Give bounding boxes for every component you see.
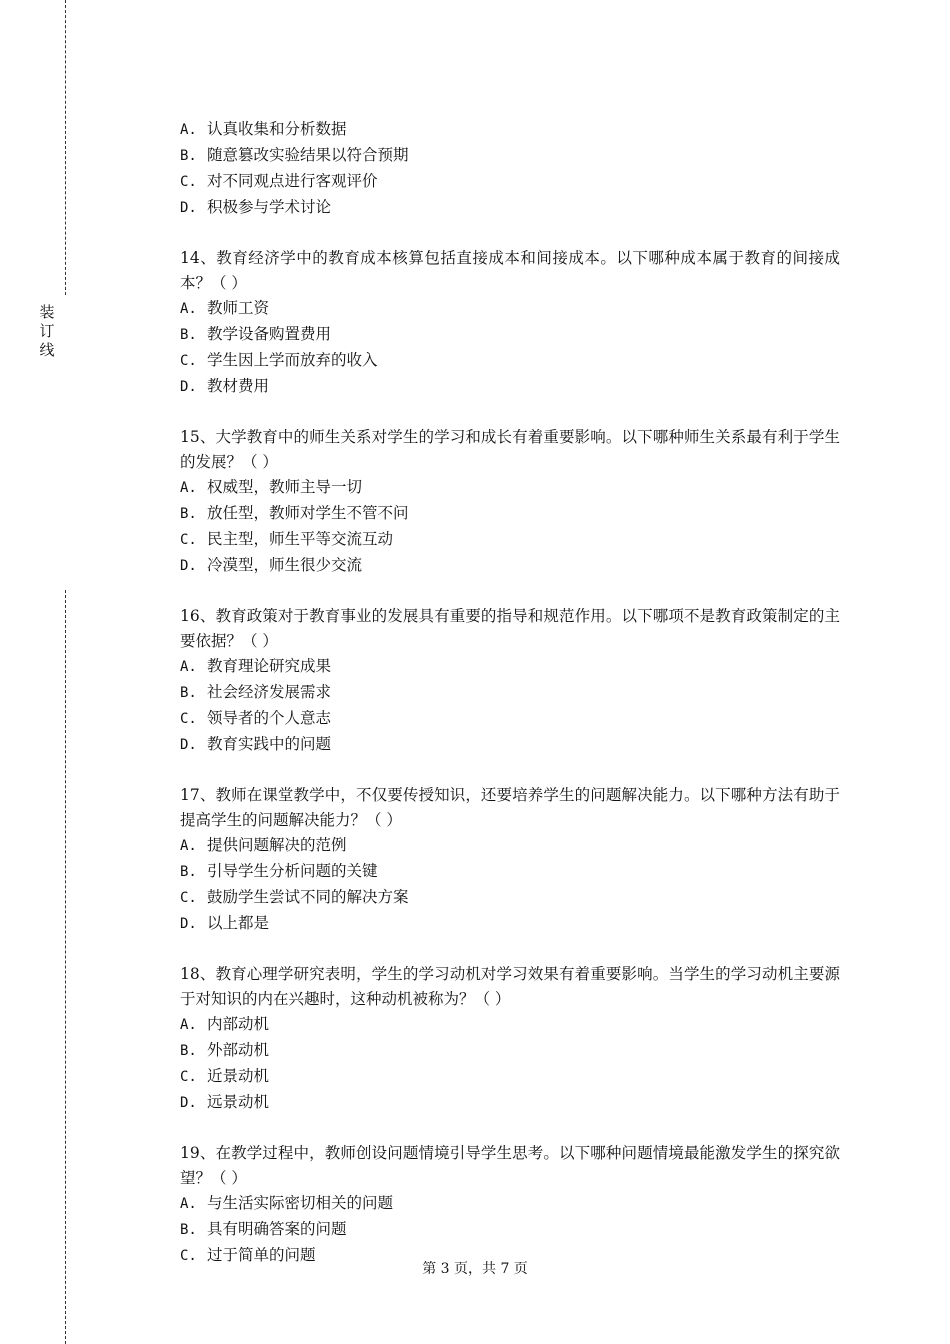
question-block bbox=[180, 425, 840, 579]
option-letter: A. bbox=[180, 659, 197, 675]
answer-option bbox=[180, 1038, 840, 1064]
option-text: 教育实践中的问题 bbox=[207, 735, 332, 753]
option-letter: C. bbox=[180, 890, 197, 906]
answer-option bbox=[180, 1090, 840, 1116]
answer-option bbox=[180, 654, 840, 680]
option-text: 以上都是 bbox=[207, 914, 270, 932]
option-letter: C. bbox=[180, 353, 197, 369]
answer-option bbox=[180, 374, 840, 400]
answer-option bbox=[180, 348, 840, 374]
option-text: 领导者的个人意志 bbox=[207, 709, 332, 727]
answer-option bbox=[180, 553, 840, 579]
answer-option bbox=[180, 1217, 840, 1243]
option-text: 放任型，教师对学生不管不问 bbox=[207, 504, 409, 522]
option-text: 社会经济发展需求 bbox=[207, 683, 332, 701]
option-letter: B. bbox=[180, 148, 197, 164]
answer-option bbox=[180, 1064, 840, 1090]
option-text: 学生因上学而放弃的收入 bbox=[207, 351, 378, 369]
binding-dashed-line-bottom bbox=[65, 590, 66, 1344]
option-text: 权威型，教师主导一切 bbox=[207, 478, 363, 496]
question-text: 16、教育政策对于教育事业的发展具有重要的指导和规范作用。以下哪项不是教育政策制定的主要依据？（ ） bbox=[180, 607, 840, 650]
option-letter: B. bbox=[180, 1043, 197, 1059]
option-letter: A. bbox=[180, 480, 197, 496]
option-letter: D. bbox=[180, 379, 197, 395]
answer-option bbox=[180, 322, 840, 348]
question-text: 15、大学教育中的师生关系对学生的学习和成长有着重要影响。以下哪种师生关系最有利于学生的发展？（ ） bbox=[180, 428, 840, 471]
option-letter: B. bbox=[180, 327, 197, 343]
answer-option bbox=[180, 501, 840, 527]
option-text: 对不同观点进行客观评价 bbox=[207, 172, 378, 190]
option-text: 民主型，师生平等交流互动 bbox=[207, 530, 394, 548]
answer-option bbox=[180, 859, 840, 885]
option-text: 远景动机 bbox=[207, 1093, 270, 1111]
option-text: 鼓励学生尝试不同的解决方案 bbox=[207, 888, 409, 906]
option-text: 具有明确答案的问题 bbox=[207, 1220, 347, 1238]
answer-option bbox=[180, 680, 840, 706]
question-block bbox=[180, 246, 840, 400]
option-text: 过于简单的问题 bbox=[207, 1246, 316, 1264]
answer-option bbox=[180, 475, 840, 501]
option-letter: B. bbox=[180, 506, 197, 522]
option-letter: C. bbox=[180, 174, 197, 190]
answer-option bbox=[180, 117, 840, 143]
option-text: 随意篡改实验结果以符合预期 bbox=[207, 146, 409, 164]
option-letter: D. bbox=[180, 916, 197, 932]
answer-option bbox=[180, 195, 840, 221]
answer-option bbox=[180, 706, 840, 732]
option-letter: B. bbox=[180, 1222, 197, 1238]
question-block bbox=[180, 604, 840, 758]
option-letter: C. bbox=[180, 711, 197, 727]
option-letter: D. bbox=[180, 1095, 197, 1111]
option-letter: A. bbox=[180, 838, 197, 854]
option-letter: A. bbox=[180, 1196, 197, 1212]
binding-dashed-line-top bbox=[65, 0, 66, 295]
option-letter: D. bbox=[180, 558, 197, 574]
question-text: 17、教师在课堂教学中，不仅要传授知识，还要培养学生的问题解决能力。以下哪种方法有助于提高学生的问题解决能力？（ ） bbox=[180, 786, 840, 829]
option-letter: B. bbox=[180, 864, 197, 880]
option-letter: D. bbox=[180, 737, 197, 753]
question-block bbox=[180, 1141, 840, 1269]
option-text: 近景动机 bbox=[207, 1067, 270, 1085]
option-text: 冷漠型，师生很少交流 bbox=[207, 556, 363, 574]
answer-option bbox=[180, 833, 840, 859]
answer-option bbox=[180, 911, 840, 937]
page-number: 第 3 页，共 7 页 bbox=[422, 1261, 528, 1277]
option-text: 教学设备购置费用 bbox=[207, 325, 332, 343]
option-text: 引导学生分析问题的关键 bbox=[207, 862, 378, 880]
question-block bbox=[180, 783, 840, 937]
question-block bbox=[180, 962, 840, 1116]
option-text: 与生活实际密切相关的问题 bbox=[207, 1194, 394, 1212]
option-text: 外部动机 bbox=[207, 1041, 270, 1059]
option-letter: C. bbox=[180, 532, 197, 548]
option-text: 教师工资 bbox=[207, 299, 270, 317]
answer-option bbox=[180, 296, 840, 322]
question-text: 14、教育经济学中的教育成本核算包括直接成本和间接成本。以下哪种成本属于教育的间接成本？（ ） bbox=[180, 249, 840, 292]
option-letter: A. bbox=[180, 1017, 197, 1033]
question-list bbox=[180, 117, 840, 1294]
option-letter: A. bbox=[180, 301, 197, 317]
option-letter: C. bbox=[180, 1069, 197, 1085]
binding-label: 装订线 bbox=[39, 303, 55, 359]
option-letter: C. bbox=[180, 1248, 197, 1264]
answer-option bbox=[180, 885, 840, 911]
option-text: 认真收集和分析数据 bbox=[207, 120, 347, 138]
option-letter: D. bbox=[180, 200, 197, 216]
answer-option bbox=[180, 169, 840, 195]
option-text: 提供问题解决的范例 bbox=[207, 836, 347, 854]
question-block bbox=[180, 117, 840, 221]
option-text: 教育理论研究成果 bbox=[207, 657, 332, 675]
answer-option bbox=[180, 1012, 840, 1038]
option-text: 教材费用 bbox=[207, 377, 270, 395]
question-text: 19、在教学过程中，教师创设问题情境引导学生思考。以下哪种问题情境最能激发学生的探究欲望？（ ） bbox=[180, 1144, 840, 1187]
option-text: 内部动机 bbox=[207, 1015, 270, 1033]
answer-option bbox=[180, 527, 840, 553]
question-text: 18、教育心理学研究表明，学生的学习动机对学习效果有着重要影响。当学生的学习动机主要源于对知识的内在兴趣时，这种动机被称为？（ ） bbox=[180, 965, 840, 1008]
answer-option bbox=[180, 143, 840, 169]
option-letter: B. bbox=[180, 685, 197, 701]
option-text: 积极参与学术讨论 bbox=[207, 198, 332, 216]
answer-option bbox=[180, 732, 840, 758]
answer-option bbox=[180, 1191, 840, 1217]
option-letter: A. bbox=[180, 122, 197, 138]
